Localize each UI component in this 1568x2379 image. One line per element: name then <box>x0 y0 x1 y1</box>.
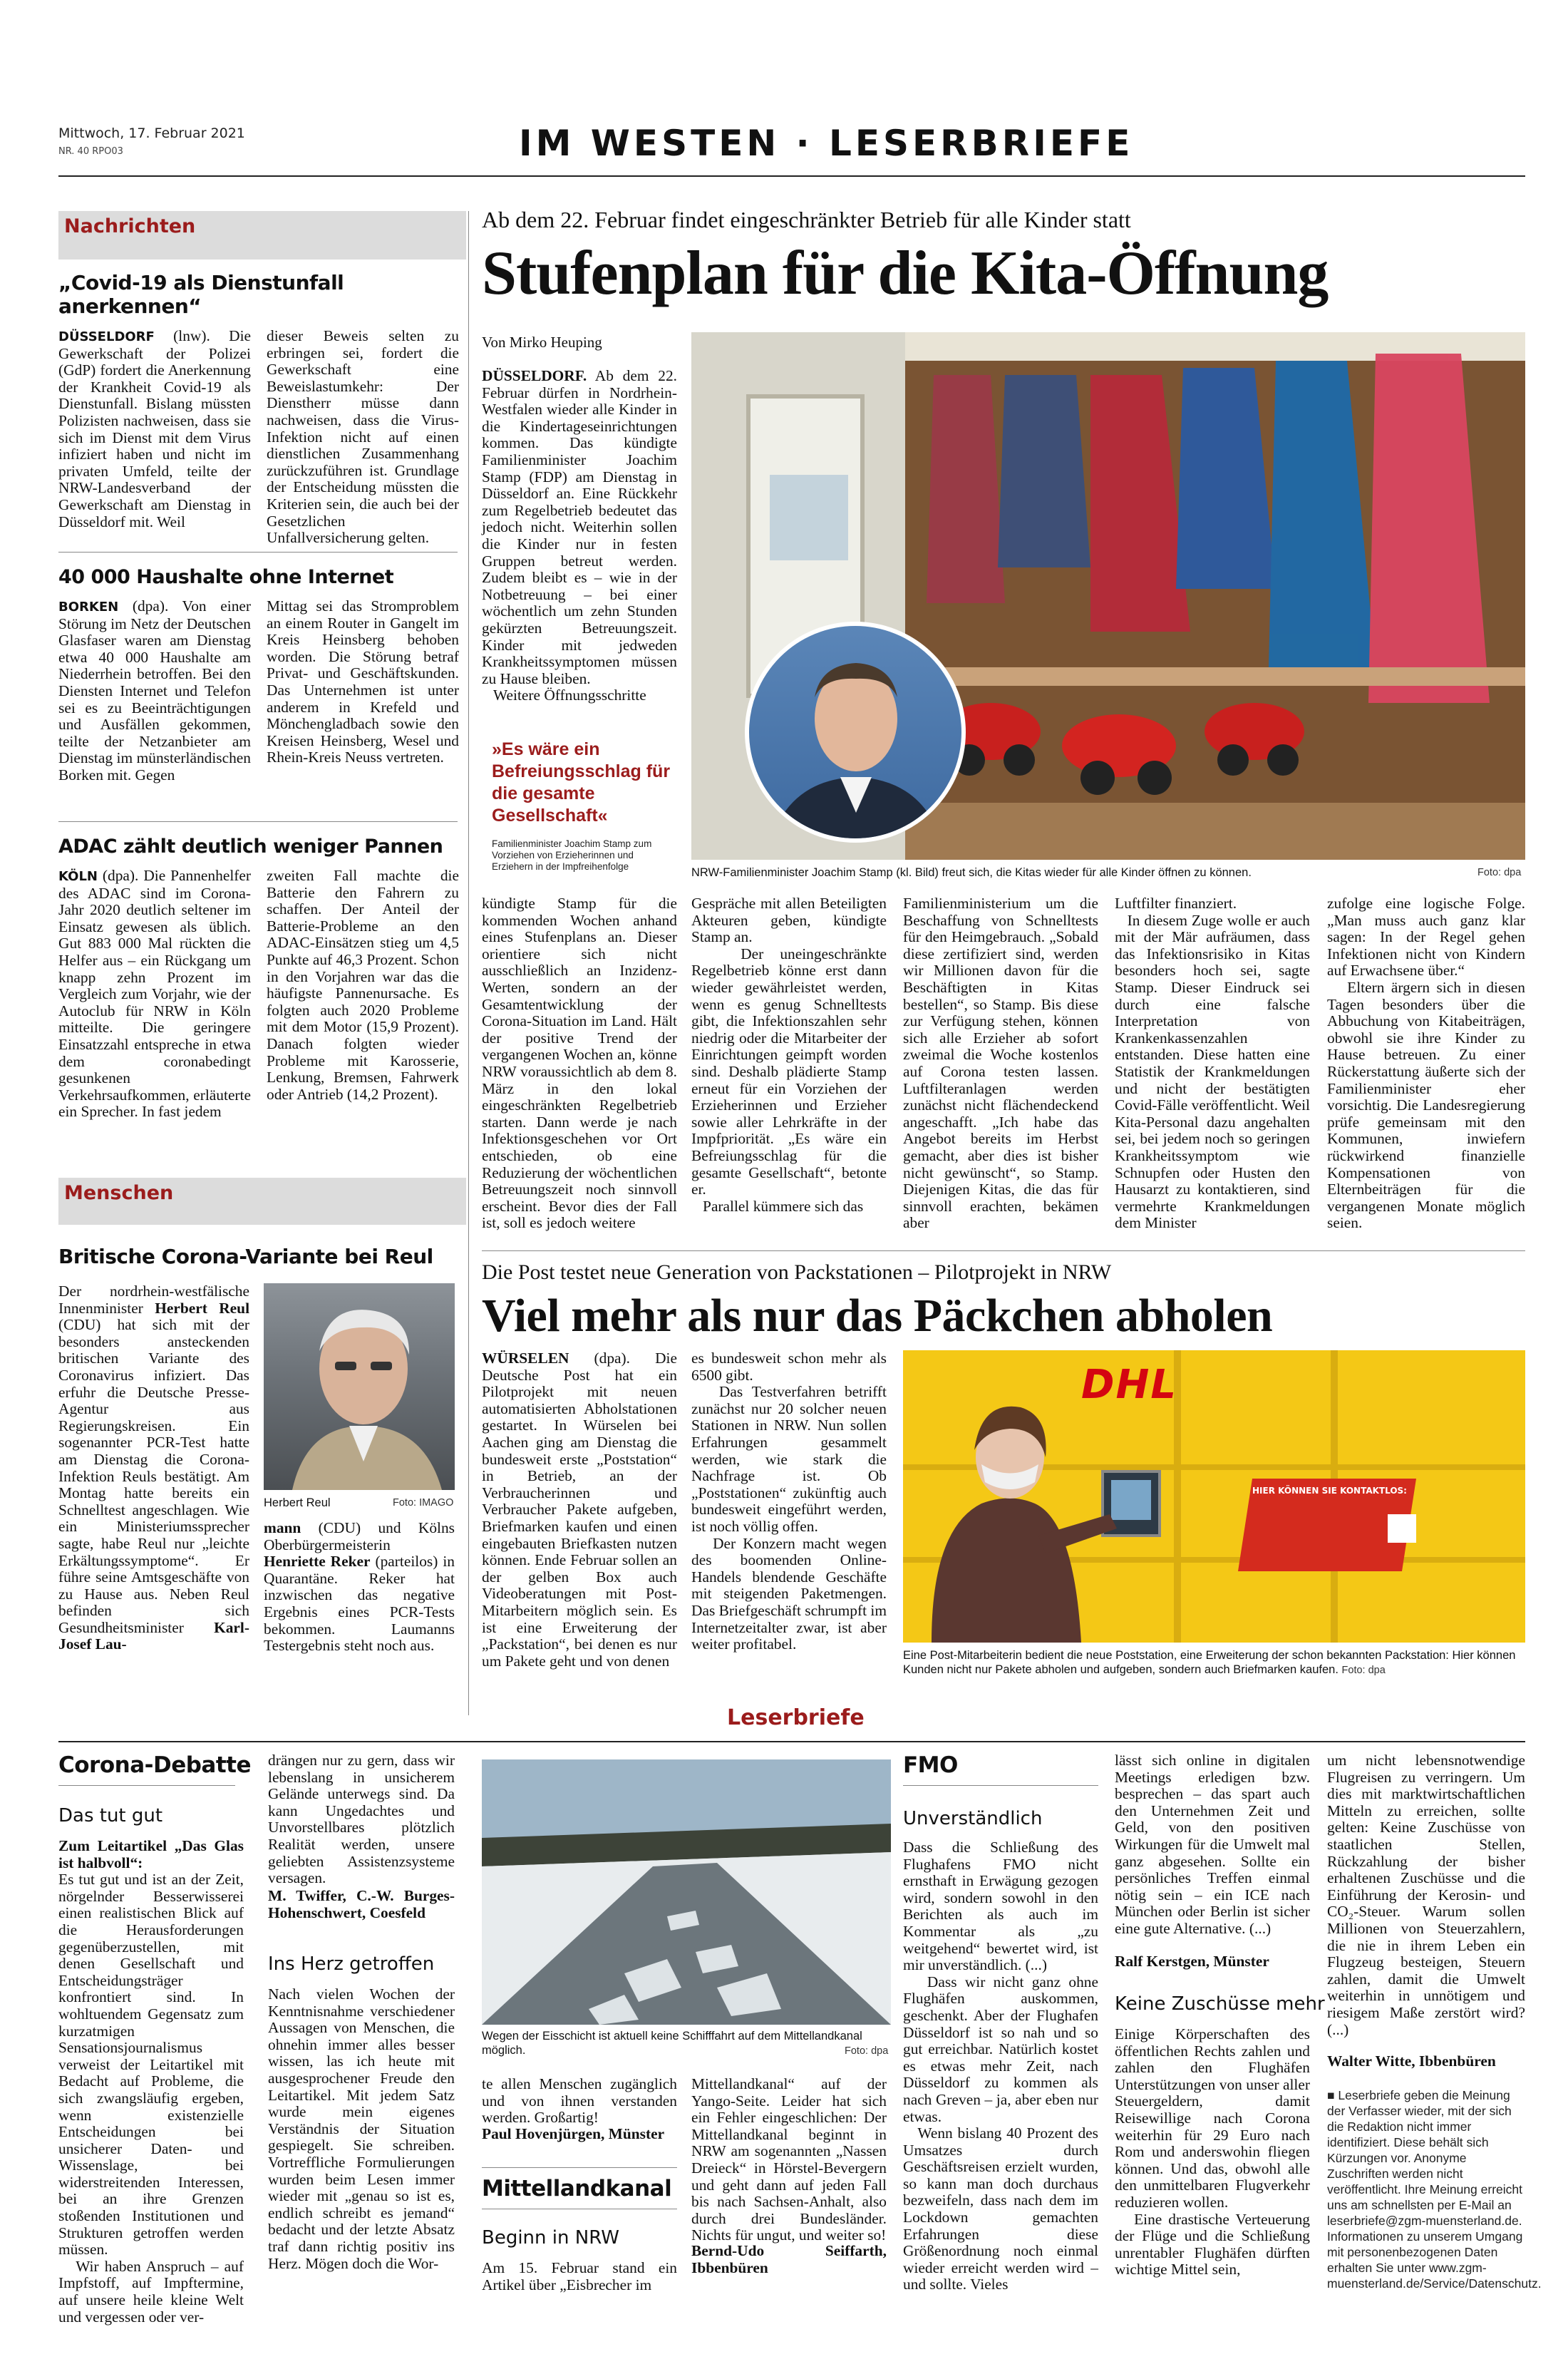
divider <box>58 1785 235 1786</box>
menschen-text-col1: Der nordrhein-westfälische Innenminister Herbert Reul (CDU) hat sich mit der besonders ansteckenden britischen Variante des Coronavirus infiziert. Das erfuhr die Deutsche Presse-Agentur aus Regierungskreisen. Ein sogenannter PCR-Test hatte am Dienstag die Corona-Infektion Reuls bestätigt. Am Montag hatte bereits ein Schnelltest angeschlagen. Wie ein Ministeriumssprecher sagte, habe Reul nur „leichte Erkältungssymptome“. Er führe seine Amtsgeschäfte von zu Hause aus. Neben Reul befinden sich Gesundheitsminister Karl-Josef Lau- <box>58 1283 250 1653</box>
news-text-col2: dieser Beweis selten zu erbringen sei, fordert die Gewerkschaft eine Beweislastumkehr: Der Dienstherr müsse dann nachweisen, dass die Virus-Infektion nicht auf einen dienstlichen Zusammenhang zurückzuführen ist. Grundlage der Entscheidung müssten die Kriterien sein, die auch bei der Gesetzlichen Unfallversicherung gelten. <box>267 327 459 547</box>
photo-caption-reul: Herbert Reul <box>264 1496 331 1509</box>
divider <box>482 1250 1525 1251</box>
letter-signature: Walter Witte, Ibbenbüren <box>1327 2052 1496 2070</box>
letter-text: lässt sich online in digitalen Meetings erledigen bzw. besprechen – das spart auch den Unternehmen Zeit und Geld, von den positiven Wirkungen für die Umwelt mal ganz abgesehen. Sollte ein persönliches Treffen einmal nötig sein – ein ICE nach München oder Berlin ist sicher eine gute Alternative. (...) <box>1115 1752 1310 1937</box>
letter-headline: Ins Herz getroffen <box>268 1953 435 1975</box>
letter-text: um nicht lebensnotwendige Flugreisen zu verringern. Um dies mit marktwirtschaftlichen Mitteln zu erreichen, sollte gelten: Keine Zuschüsse von staatlichen Stellen, Rückzahlung der bisher erhaltenen Zuschüsse und die Einführung der Kerosin- und CO₂-Steuer. Warum sollen Millionen von Steuerzahlern, die nie in ihrem Leben ein Flugzeug besteigen, Steuern zahlen, damit die Umwelt weiterhin in unnötigem und riesigem Maße zerstört wird? (...) <box>1327 1752 1525 2038</box>
section-label-menschen: Menschen <box>58 1178 466 1225</box>
divider <box>903 1785 1098 1786</box>
letters-section-kanal: Mittellandkanal <box>482 2176 672 2201</box>
post-kicker: Die Post testet neue Generation von Packstationen – Pilotprojekt in NRW <box>482 1260 1112 1284</box>
letter-text: Mittellandkanal“ auf der Yango-Seite. Leider hat sich ein Fehler eingeschlichen: Der Mittellandkanal beginnt in NRW am sogenannten „Nassen Dreieck“ in Hörstel-Bevergern und geht dann auf jeden Fall bis nach Sachsen-Anhalt, also durch drei Bundesländer. Nichts für ungut, und weiter so! <box>691 2075 887 2244</box>
poststation-scene <box>903 1350 1525 1643</box>
post-text-col2: es bundesweit schon mehr als 6500 gibt. Das Testverfahren betrifft zunächst nur 20 solcher neuen Stationen in NRW. Nun sollen Erfahrungen gesammelt werden, wie stark die Nachfrage ist. Ob „Poststationen“ zukünftig auch bundesweit eingeführt werden, ist noch völlig offen. Der Konzern macht wegen des boomenden Online-Handels blendende Geschäfte mit steigenden Paketmengen. Das Briefgeschäft schrumpft im Internetzeitalter zwar, ist aber weiter profitabel. <box>691 1350 887 1653</box>
kita-text-col4: Luftfilter finanziert. In diesem Zuge wolle er auch mit der Mär aufräumen, dass das Infektionsrisiko in Kitas besonders hoch sei, sagte Stamp. Dieser Eindruck sei durch eine falsche Interpretation von Krankenkassenzahlen entstanden. Diese hatten eine Statistik der Krankmeldungen und nicht der bestätigten Covid-Fälle veröffentlicht. Weil Kita-Personal dazu angehalten sei, bei jedem noch so geringen Krankheitssymptom wie Schnupfen oder Husten den Hausarzt zu kontaktieren, sind vermehrte Krankmeldungen dem Minister <box>1115 895 1310 1232</box>
kita-kicker: Ab dem 22. Februar findet eingeschränkter Betrieb für alle Kinder statt <box>482 207 1131 232</box>
letter-signature: Paul Hovenjürgen, Münster <box>482 2125 665 2142</box>
dhl-logo: DHL <box>1081 1362 1178 1408</box>
letter-text: Einige Körperschaften des öffentlichen Rechts zahlen und zahlen den Flughäfen Unterstützungen von unser aller Steuergeldern, damit Reisewillige nach Corona weiterhin für 29 Euro nach Rom und anderswohin fliegen können. Und das, obwohl alle den unmittelbaren Flugverkehr reduzieren wollen. Eine drastische Verteuerung der Flüge und die Schließung unrentabler Flughäfen dürften wichtige Mittel sein, <box>1115 2025 1310 2278</box>
letter-signature: M. Twiffer, C.-W. Burges-Hohenschwert, Coesfeld <box>268 1887 455 1921</box>
news-text-col1: DÜSSELDORF (lnw). Die Gewerkschaft der Polizei (GdP) fordert die Anerkennung der Krankheit Covid-19 als Dienstunfall. Bislang müssten Polizisten nachweisen, dass sie sich im Dienst mit dem Virus infiziert haben und nicht im privaten Umfeld, teilte der NRW-Landesverband der Gewerkschaft am Dienstag in Düsseldorf mit. Weil <box>58 327 252 530</box>
kita-pull-quote: »Es wäre ein Befreiungsschlag für die gesamte Gesellschaft« <box>492 739 671 826</box>
menschen-headline: Britische Corona-Variante bei Reul <box>58 1245 433 1268</box>
kita-text-col3: Familienministerium um die Beschaffung von Schnelltests für den Heimgebrauch. „Sobald diese zertifiziert sind, werden wir Millionen davon für die Beschäftigten in Kitas bestellen“, so Stamp. Bis diese zur Verfügung stehen, können sich alle Erzieher ab sofort zweimal die Woche kostenlos auf Corona testen lassen. Luftfilteranlagen werden zunächst nicht flächendeckend angeschafft. „Ich habe das Angebot bereits im Herbst gemacht, aber dies ist bisher nicht gewünscht“, so Stamp. Diejenigen Kitas, die das für sinnvoll erachten, bekämen aber <box>903 895 1098 1232</box>
letter-text: Dass die Schließung des Flughafens FMO nicht ernsthaft in Erwägung gezogen wird, sondern sowohl in den Berichten als auch im Kommentar als „zu weitgehend“ bewertet wird, ist mir unverständlich. (...) Dass wir nicht ganz ohne Flughäfen auskommen, geschenkt. Aber der Flughafen Düsseldorf ist so nah und so gut erreichbar. Natürlich kostet es etwas mehr Zeit, nach Düsseldorf zu kommen als nach Greven – ja, aber eben nur etwas. Wenn bislang 40 Prozent des Umsatzes durch Geschäftsreisen erzielt wurden, so kann man doch durchaus bezweifeln, dass nach dem im Lockdown gemachten Erfahrungen diese Größenordnung noch einmal wieder erreicht werden wird – und sollte. Vieles <box>903 1839 1098 2293</box>
letter-signature: Ralf Kerstgen, Münster <box>1115 1953 1269 1970</box>
column-rule-left <box>468 211 469 1715</box>
news-text-col2: zweiten Fall machte die Batterie den Fahrern zu schaffen. Der Anteil der Batterie-Probleme an den ADAC-Einsätzen stieg um 4,5 Punkte auf 46,3 Prozent. Schon in den Vorjahren war das die häufigste Pannenursache. Es folgten auch 2020 Probleme mit dem Motor (15,9 Prozent). Danach folgten wieder Probleme mit Karosserie, Lenkung, Bremsen, Fahrwerk oder Antrieb (14,2 Prozent). <box>267 867 459 1103</box>
letter-headline: Keine Zuschüsse mehr <box>1115 1993 1325 2015</box>
news-text-col1: BORKEN (dpa). Von einer Störung im Netz der Deutschen Glasfaser waren am Dienstag etwa 40 000 Haushalte am Niederrhein betroffen. Bei den Diensten Internet und Telefon sei es zu Beeinträchtigungen und Ausfällen gekommen, teilte der Netzanbieter am Dienstag im münsterländischen Borken mit. Gegen <box>58 597 252 783</box>
letter-text: Am 15. Februar stand ein Artikel über „Eisbrecher im <box>482 2259 677 2293</box>
letters-section-fmo: FMO <box>903 1752 958 1778</box>
page-title: IM WESTEN · LESERBRIEFE <box>519 123 1134 164</box>
letter-signature: Bernd-Udo Seiffarth, Ibbenbüren <box>691 2242 887 2276</box>
letters-section-corona: Corona-Debatte <box>58 1752 252 1778</box>
letter-text: Zum Leitartikel „Das Glas ist halbvoll“: Es tut gut und ist an der Zeit, nörgelnder Besserwisserei einen realistischen Blick auf die Herausforderungen gegenüberzustellen, mit denen Gesellschaft und Entscheidungsträger konfrontiert sind. In wohltuendem Gegensatz zum kurzatmigen Sensationsjournalismus verweist der Leitartikel mit Bedacht auf Probleme, die sich zwangsläufig ergeben, wenn existenzielle Entscheidungen bei unsicherer Daten- und Wissenslage, bei widerstreitenden Interessen, bei an ihre Grenzen stoßenden Institutionen und Strukturen getroffen werden müssen. Wir haben Anspruch – auf Impfstoff, auf Impftermine, auf unsere heile kleine Welt und vergessen oder ver- <box>58 1837 244 2326</box>
section-label-leserbriefe: Leserbriefe <box>727 1705 865 1730</box>
news-headline: ADAC zählt deutlich weniger Pannen <box>58 836 443 858</box>
news-headline: 40 000 Haushalte ohne Internet <box>58 566 394 588</box>
photo-credit-kita: Foto: dpa <box>1477 867 1522 878</box>
kita-quote-source: Familienminister Joachim Stamp zum Vorziehen von Erzieherinnen und Erziehern in der Impfreihenfolge <box>492 838 652 872</box>
kita-headline: Stufenplan für die Kita-Öffnung <box>482 239 1329 308</box>
letter-headline: Unverständlich <box>903 1808 1043 1829</box>
news-item-internet <box>58 566 459 784</box>
menschen-text-col2: mann (CDU) und Kölns Oberbürgermeisterin Henriette Reker (parteilos) in Quarantäne. Reker hat inzwischen das negative Ergebnis eines PCR-Tests bekommen. Laumanns Testergebnis steht noch aus. <box>264 1519 455 1655</box>
frozen-canal-scene <box>482 1759 891 2025</box>
news-text-col2: Mittag sei das Stromproblem an einem Router in Gangelt im Kreis Heinsberg behoben worden. Die Störung betraf Privat- und Geschäftskunden. Das Unternehmen ist unter anderem in Krefeld und Mönchengladbach sowie den Kreisen Heinsberg, Wesel und Rhein-Kreis Neuss vertreten. <box>267 597 459 766</box>
news-headline: „Covid-19 als Dienstunfall anerkennen“ <box>58 271 344 318</box>
section-label-nachrichten: Nachrichten <box>58 211 466 260</box>
leserbriefe-rule <box>58 1741 1525 1742</box>
kita-intro: DÜSSELDORF. Ab dem 22. Februar dürfen in Nordrhein-Westfalen wieder alle Kinder in die Kindertageseinrichtungen kommen. Das kündigte Familienminister Joachim Stamp (FDP) am Dienstag in Düsseldorf an. Eine Rückkehr zum Regelbetrieb bedeutet das jedoch nicht. Weiterhin sollen die Kinder nur in festen Gruppen betreut werden. Zudem bleibt es – wie in der Notbetreuung – bei einer wöchentlich um zehn Stunden gekürzten Betreuungszeit. Kinder mit jedweden Krankheitssymptomen müssen zu Hause bleiben. Weitere Öffnungsschritte <box>482 367 677 704</box>
portrait-icon <box>264 1283 455 1490</box>
header-edition: NR. 40 RPO03 <box>58 146 123 157</box>
divider <box>482 2167 677 2168</box>
portrait-icon <box>749 626 963 840</box>
letter-headline: Beginn in NRW <box>482 2227 619 2249</box>
station-sign-title: HIER KÖNNEN SIE KONTAKTLOS: <box>1252 1486 1407 1496</box>
post-headline: Viel mehr als nur das Päckchen abholen <box>482 1290 1273 1342</box>
kita-text-col1: kündigte Stamp für die kommenden Wochen anhand eines Stufenplans an. Dieser orientiere sich nicht ausschließlich an Inzidenz-Werten, sondern an der Gesamtentwicklung der Corona-Situation im Land. Hält der positive Trend der vergangenen Wochen an, könne NRW voraussichtlich ab dem 8. März in den lokal eingeschränkten Regelbetrieb starten. Dann werde je nach Infektionsgeschehen vor Ort entschieden, ob eine Reduzierung der wöchentlichen Betreuungszeit noch sinnvoll erscheint. Bevor dies der Fall ist, soll es jedoch weitere <box>482 895 677 1232</box>
header-date: Mittwoch, 17. Februar 2021 <box>58 125 245 141</box>
letter-text: drängen nur zu gern, dass wir lebenslang in unsicherem Gelände unterwegs sind. Da kann Ungedachtes und Unvorstellbares plötzlich Realität werden, unsere geliebten Assistenzsysteme versagen. <box>268 1752 455 1887</box>
kita-byline: Von Mirko Heuping <box>482 334 602 351</box>
photo-caption-kita: NRW-Familienminister Joachim Stamp (kl. Bild) freut sich, die Kitas wieder für alle Kinder öffnen zu können. <box>691 866 1252 879</box>
kita-text-col5: zufolge eine logische Folge. „Man muss auch ganz klar sagen: In der Regel gehen Infektionen nicht von Kindern auf Erwachsene über.“ Eltern ärgern sich in diesen Tagen besonders über die Abbuchung von Kitabeiträgen, obwohl sie ihre Kinder zu Hause betreuen. Zu einer Rückerstattung äußerte sich der Familienminister eher vorsichtig. Die Landesregierung prüfe gemeinsam mit den Kommunen, inwiefern rückwirkend finanzielle Kompensationen von Elternbeiträgen für die vergangenen Monate möglich seien. <box>1327 895 1525 1232</box>
photo-herbert-reul <box>264 1283 455 1490</box>
leserbriefe-note: ■ Leserbriefe geben die Meinung der Verfasser wieder, mit der sich die Redaktion nicht immer identifiziert. Diese behält sich Kürzungen vor. Anonyme Zuschriften werden nicht veröffentlicht. Ihre Meinung erreicht uns am schnellsten per E-Mail an leserbriefe@zgm-muensterland.de. Informationen zu unserem Umgang mit personenbezogenen Daten erhalten Sie unter www.zgm-muensterland.de/Service/Datenschutz. <box>1327 2088 1542 2291</box>
photo-caption-canal: Wegen der Eisschicht ist aktuell keine Schifffahrt auf dem Mittellandkanal möglich. <box>482 2030 862 2057</box>
kita-text-col2: Gespräche mit allen Beteiligten Akteuren geben, kündigte Stamp an. Der uneingeschränkte Regelbetrieb könne erst dann wieder gewährleistet werden, wenn es genug Schnelltests gibt, die Infektionszahlen sehr niedrig oder die Mitarbeiter der Einrichtungen geimpft worden sind. Deshalb plädierte Stamp erneut für ein Vorziehen der Erzieherinnen und Erzieher sowie aller Lehrkräfte in der Impfpriorität. „Es wäre ein Befreiungsschlag für die gesamte Gesellschaft“, betonte er. Parallel kümmere sich das <box>691 895 887 1215</box>
photo-mittellandkanal <box>482 1759 891 2025</box>
letter-headline: Das tut gut <box>58 1805 163 1826</box>
news-item-covid <box>58 271 459 547</box>
photo-caption-post: Eine Post-Mitarbeiterin bedient die neue Poststation, eine Erweiterung der schon bekannten Packstation: Hier können Kunden nicht nur Pakete abholen und aufgeben, sondern auch Briefmarken kaufen. Foto: dpa <box>903 1649 1516 1676</box>
photo-dhl-poststation <box>903 1350 1525 1643</box>
photo-inset-stamp <box>745 622 966 843</box>
news-text-col1: KÖLN (dpa). Die Pannenhelfer des ADAC sind im Corona-Jahr 2020 deutlich seltener im Einsatz gewesen als üblich. Gut 883 000 Mal rückten die Helfer aus – ein Rückgang um knapp zehn Prozent im Vergleich zum Vorjahr, wie der Autoclub für NRW in Köln mitteilte. Die geringere Einsatzzahl entspreche in etwa dem coronabedingt gesunkenen Verkehrsaufkommen, erläuterte ein Sprecher. In fast jedem <box>58 867 251 1121</box>
photo-credit-canal: Foto: dpa <box>845 2045 889 2057</box>
news-item-adac <box>58 836 459 1121</box>
header-rule <box>58 175 1525 177</box>
letter-text: Nach vielen Wochen der Kenntnisnahme verschiedener Aussagen von Menschen, die ohnehin immer alles besser wissen, las ich heute mit ausgesprochener Freude den Leitartikel. Mit jedem Satz wurde mein eigenes Verständnis der Situation gespiegelt. Sie schreiben. Vortreffliche Formulierungen wurden beim Lesen immer wieder mit „genau so ist es, endlich schreibt es jemand“ bedacht und der letzte Absatz traf dann richtig positiv ins Herz. Mögen doch die Wor- <box>268 1985 455 2272</box>
letter-text: te allen Menschen zugänglich und von ihnen verstanden werden. Großartig! <box>482 2075 677 2127</box>
photo-credit-reul: Foto: IMAGO <box>393 1497 454 1509</box>
post-text-col1: WÜRSELEN (dpa). Die Deutsche Post hat ein Pilotprojekt mit neuen automatisierten Abholstationen gestartet. In Würselen bei Aachen ging am Dienstag die bundesweit erste „Poststation“ in Betrieb, an der Verbraucherinnen und Verbraucher Pakete aufgeben, Briefmarken kaufen und einen eingebauten Briefkasten nutzen können. Ende Februar sollen an der gelben Box auch Videoberatungen mit Post-Mitarbeitern möglich sein. Es ist eine Erweiterung der „Packstation“, bei denen es nur um Pakete geht und von denen <box>482 1350 677 1670</box>
divider <box>58 821 458 822</box>
divider <box>58 552 458 553</box>
